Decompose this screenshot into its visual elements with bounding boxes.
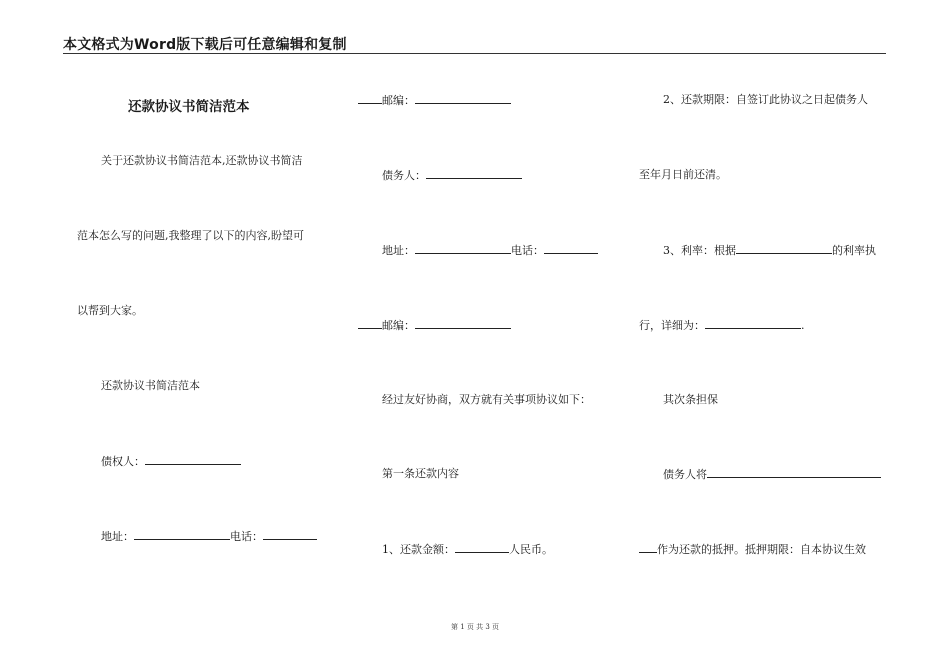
term-line: 2、还款期限：自签订此协议之日起债务人: [663, 93, 868, 106]
pledge-line: [639, 542, 866, 557]
address-label: 地址：: [382, 244, 415, 257]
intro-line-2: 范本怎么写的问题,我整理了以下的内容,盼望可: [77, 229, 304, 242]
address-blank: [415, 243, 511, 254]
document-title: 还款协议书简洁范本: [128, 99, 250, 115]
postcode-line-1: [358, 93, 511, 108]
postcode-blank: [415, 318, 511, 329]
page-number: 第 1 页 共 3 页: [450, 623, 500, 631]
prefix-blank: [358, 93, 382, 104]
term-end-line: 至年月日前还清。: [639, 168, 727, 181]
creditor-address-line: [101, 529, 317, 544]
phone-blank: [544, 243, 598, 254]
pledge-text: 作为还款的抵押。抵押期限：自本协议生效: [657, 543, 866, 556]
amount-prefix: 1、还款金额：: [382, 543, 455, 556]
collateral-blank: [707, 467, 881, 478]
prefix-blank: [358, 318, 382, 329]
creditor-blank: [145, 454, 241, 465]
creditor-label: 债权人：: [101, 455, 145, 468]
address-label: 地址：: [101, 530, 134, 543]
debtor-line: [382, 168, 522, 183]
postcode-line-2: [358, 318, 511, 333]
intro-line-1: 关于还款协议书简洁范本,还款协议书简洁: [101, 154, 303, 167]
clause-2-title: 其次条担保: [663, 393, 718, 406]
clause-1-title: 第一条还款内容: [382, 467, 459, 480]
rate-end: .: [801, 319, 805, 332]
debtor-label: 债务人：: [382, 169, 426, 182]
agreement-line: 经过友好协商，双方就有关事项协议如下：: [382, 393, 591, 406]
rate-blank: [736, 243, 832, 254]
rate-detail-blank: [705, 318, 801, 329]
amount-line: [382, 542, 553, 557]
creditor-line: [101, 454, 241, 469]
section-heading: 还款协议书简洁范本: [101, 379, 200, 392]
amount-suffix: 人民币。: [509, 543, 553, 556]
rate-suffix: 的利率执: [832, 244, 876, 257]
rate-line: [663, 243, 876, 258]
postcode-blank: [415, 93, 511, 104]
pledge-prefix-blank: [639, 542, 657, 553]
amount-blank: [455, 542, 509, 553]
postcode-label: 邮编：: [382, 94, 415, 107]
document-header: 本文格式为Word版下载后可任意编辑和复制: [63, 37, 347, 53]
address-blank: [134, 529, 230, 540]
phone-label: 电话：: [511, 244, 544, 257]
header-divider: [63, 53, 886, 54]
debtor-blank: [426, 168, 522, 179]
phone-label: 电话：: [230, 530, 263, 543]
debtor-will-label: 债务人将: [663, 468, 707, 481]
rate-detail-line: [639, 318, 805, 333]
postcode-label: 邮编：: [382, 319, 415, 332]
debtor-address-line: [382, 243, 598, 258]
intro-line-3: 以帮到大家。: [77, 304, 143, 317]
phone-blank: [263, 529, 317, 540]
debtor-will-line: [663, 467, 881, 482]
rate-prefix: 3、利率：根据: [663, 244, 736, 257]
rate-detail-label: 行，详细为：: [639, 319, 705, 332]
